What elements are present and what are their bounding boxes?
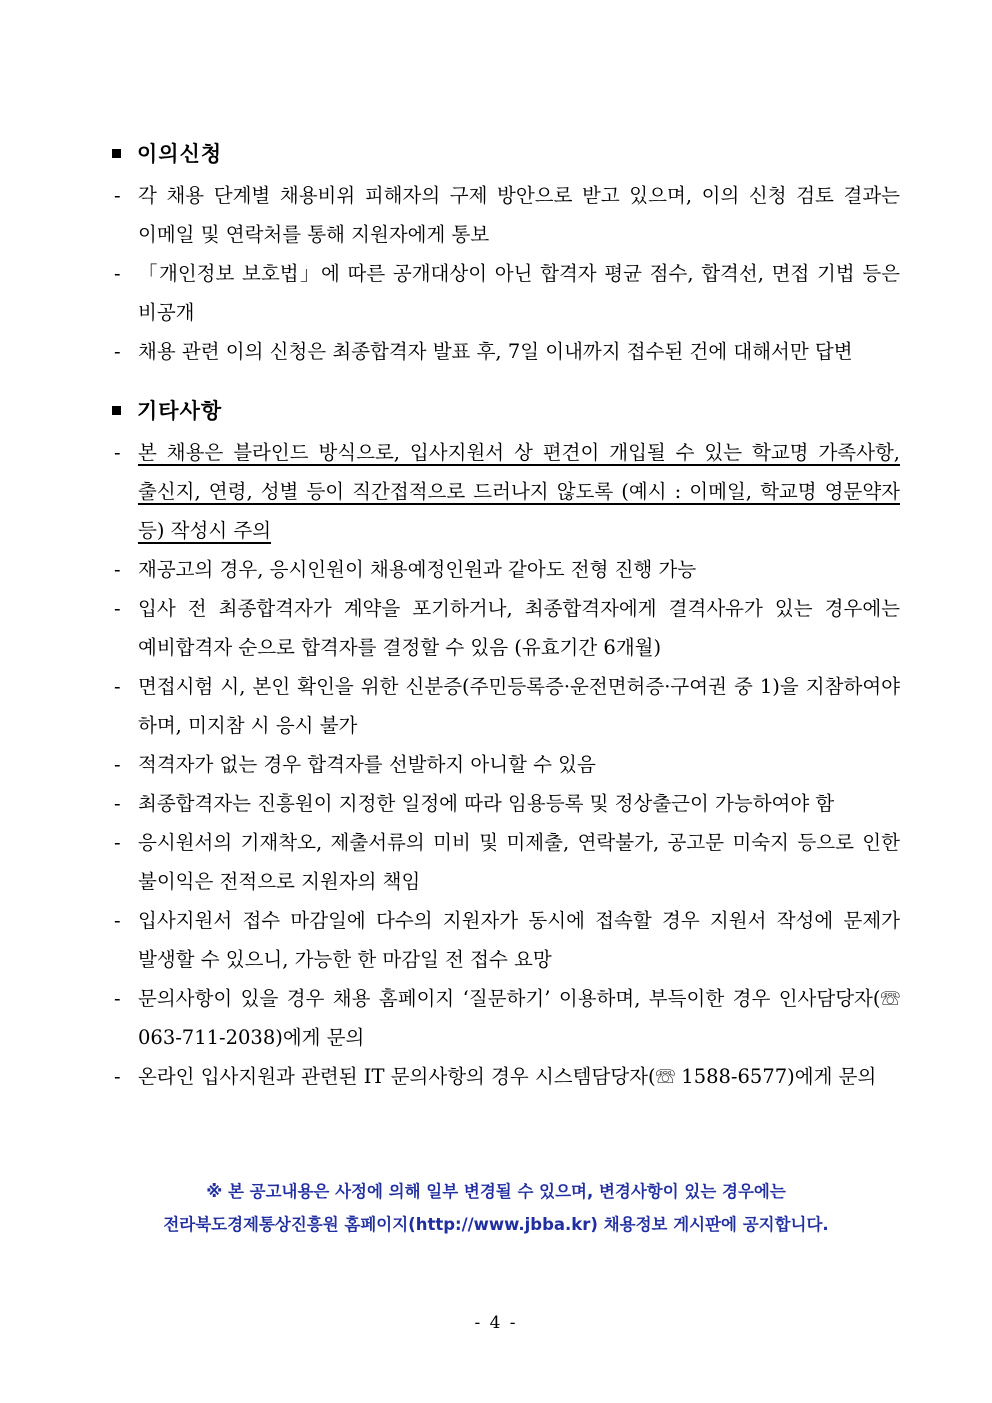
dash-marker: - bbox=[114, 831, 121, 854]
section-heading-text: 기타사항 bbox=[137, 398, 223, 423]
list-item bbox=[110, 823, 900, 901]
dash-marker: - bbox=[114, 987, 121, 1010]
dash-marker: - bbox=[114, 184, 121, 207]
list-item bbox=[110, 254, 900, 332]
dash-marker: - bbox=[114, 558, 121, 581]
list-item bbox=[110, 979, 900, 1057]
section-heading bbox=[110, 395, 900, 425]
list-item-text: 입사 전 최종합격자가 계약을 포기하거나, 최종합격자에게 결격사유가 있는 경우에는 예비합격자 순으로 합격자를 결정할 수 있음 (유효기간 6개월) bbox=[138, 597, 900, 659]
list-item-text: 응시원서의 기재착오, 제출서류의 미비 및 미제출, 연락불가, 공고문 미숙지 등으로 인한 불이익은 전적으로 지원자의 책임 bbox=[138, 831, 900, 893]
list-item-text: 「개인정보 보호법」에 따른 공개대상이 아닌 합격자 평균 점수, 합격선, 면접 기법 등은 비공개 bbox=[138, 262, 900, 324]
dash-marker: - bbox=[114, 792, 121, 815]
section-heading-text: 이의신청 bbox=[137, 141, 223, 166]
list-item bbox=[110, 550, 900, 589]
section-item-list bbox=[110, 433, 900, 1096]
list-item-text: 최종합격자는 진흥원이 지정한 일정에 따라 임용등록 및 정상출근이 가능하여야 함 bbox=[138, 792, 835, 815]
dash-marker: - bbox=[114, 340, 121, 363]
notice-line-2: 전라북도경제통상진흥원 홈페이지(http://www.jbba.kr) 채용정보 게시판에 공지합니다. bbox=[163, 1215, 829, 1234]
list-item-text: 채용 관련 이의 신청은 최종합격자 발표 후, 7일 이내까지 접수된 건에 대해서만 답변 bbox=[138, 340, 853, 363]
dash-marker: - bbox=[114, 441, 121, 464]
dash-marker: - bbox=[114, 753, 121, 776]
dash-marker: - bbox=[114, 909, 121, 932]
dash-marker: - bbox=[114, 1065, 121, 1088]
square-bullet-icon bbox=[112, 149, 121, 158]
list-item bbox=[110, 901, 900, 979]
list-item-text-underlined: 본 채용은 블라인드 방식으로, 입사지원서 상 편견이 개입될 수 있는 학교명 가족사항, 출신지, 연령, 성별 등이 직간접적으로 드러나지 않도록 (예시 : 이메일, 학교명 영문약자 등) 작성시 주의 bbox=[138, 441, 900, 542]
dash-marker: - bbox=[114, 597, 121, 620]
list-item bbox=[110, 433, 900, 550]
section-heading bbox=[110, 138, 900, 168]
list-item-text: 면접시험 시, 본인 확인을 위한 신분증(주민등록증·운전면허증·구여권 중 1)을 지참하여야 하며, 미지참 시 응시 불가 bbox=[138, 675, 900, 737]
list-item bbox=[110, 176, 900, 254]
list-item-text: 재공고의 경우, 응시인원이 채용예정인원과 같아도 전형 진행 가능 bbox=[138, 558, 697, 581]
list-item bbox=[110, 784, 900, 823]
section-other-matters bbox=[110, 395, 900, 1096]
list-item bbox=[110, 332, 900, 371]
list-item-text: 온라인 입사지원과 관련된 IT 문의사항의 경우 시스템담당자(☏ 1588-6577)에게 문의 bbox=[138, 1065, 877, 1088]
list-item bbox=[110, 589, 900, 667]
list-item-text: 입사지원서 접수 마감일에 다수의 지원자가 동시에 접속할 경우 지원서 작성에 문제가 발생할 수 있으니, 가능한 한 마감일 전 접수 요망 bbox=[138, 909, 900, 971]
list-item bbox=[110, 1057, 900, 1096]
list-item-text: 적격자가 없는 경우 합격자를 선발하지 아니할 수 있음 bbox=[138, 753, 596, 776]
section-objection bbox=[110, 138, 900, 371]
dash-marker: - bbox=[114, 262, 121, 285]
list-item-text: 각 채용 단계별 채용비위 피해자의 구제 방안으로 받고 있으며, 이의 신청 검토 결과는 이메일 및 연락처를 통해 지원자에게 통보 bbox=[138, 184, 900, 246]
dash-marker: - bbox=[114, 675, 121, 698]
notice-line-1: ※ 본 공고내용은 사정에 의해 일부 변경될 수 있으며, 변경사항이 있는 경우에는 bbox=[206, 1182, 786, 1201]
square-bullet-icon bbox=[112, 406, 121, 415]
list-item bbox=[110, 667, 900, 745]
list-item-text: 문의사항이 있을 경우 채용 홈페이지 ‘질문하기’ 이용하며, 부득이한 경우 인사담당자(☏ 063-711-2038)에게 문의 bbox=[138, 987, 900, 1049]
list-item bbox=[110, 745, 900, 784]
change-notice bbox=[0, 1175, 992, 1241]
section-item-list bbox=[110, 176, 900, 371]
page-number: - 4 - bbox=[474, 1313, 518, 1333]
